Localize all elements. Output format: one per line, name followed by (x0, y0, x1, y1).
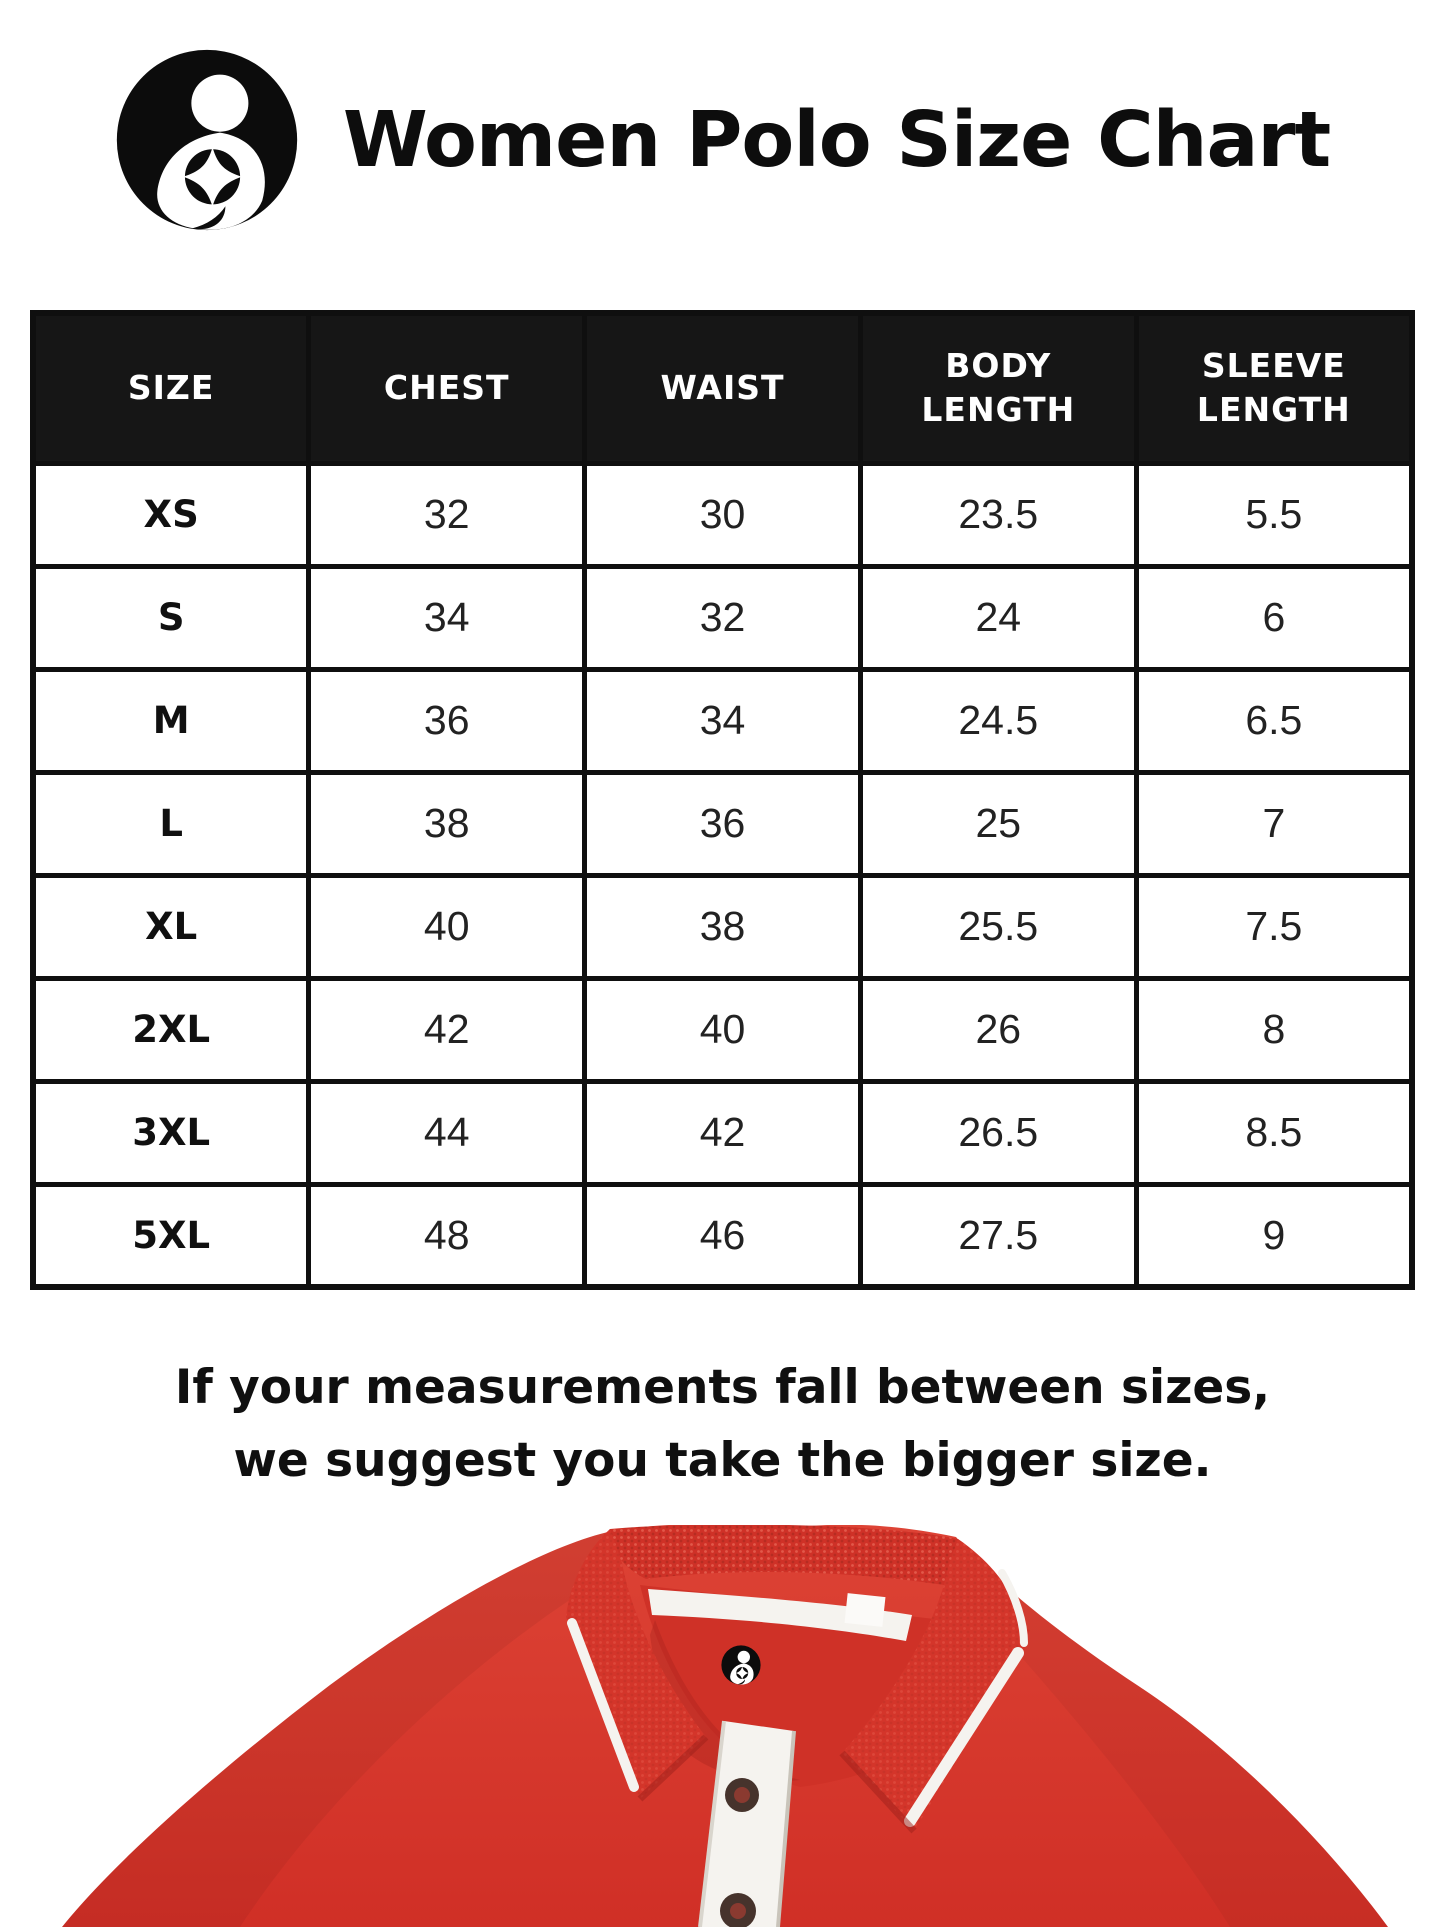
size-label: 3XL (33, 1081, 309, 1184)
chest-value: 38 (309, 772, 585, 875)
sleeve-length-value: 7 (1136, 772, 1412, 875)
size-label: L (33, 772, 309, 875)
body-length-value: 23.5 (860, 463, 1136, 566)
waist-value: 32 (585, 566, 861, 669)
sizing-note-line-2: we suggest you take the bigger size. (233, 1432, 1212, 1488)
waist-value: 42 (585, 1081, 861, 1184)
waist-value: 40 (585, 978, 861, 1081)
collar-brand-logo-icon (721, 1645, 760, 1684)
waist-value: 36 (585, 772, 861, 875)
sleeve-length-value: 8.5 (1136, 1081, 1412, 1184)
chest-value: 34 (309, 566, 585, 669)
chest-value: 32 (309, 463, 585, 566)
waist-value: 30 (585, 463, 861, 566)
body-length-value: 25 (860, 772, 1136, 875)
polo-size-tag (845, 1593, 886, 1627)
table-row (33, 1081, 1412, 1184)
chest-value: 40 (309, 875, 585, 978)
body-length-value: 27.5 (860, 1184, 1136, 1287)
brand-mother-child-icon (115, 44, 299, 236)
page-title: Women Polo Size Chart (342, 95, 1331, 185)
table-body (33, 463, 1412, 1287)
table-header (33, 313, 1412, 463)
sizing-note-line-1: If your measurements fall between sizes, (174, 1360, 1271, 1415)
sleeve-length-value: 6 (1136, 566, 1412, 669)
size-label: XL (33, 875, 309, 978)
waist-value: 38 (585, 875, 861, 978)
body-length-value: 26 (860, 978, 1136, 1081)
table-row (33, 772, 1412, 875)
waist-value: 46 (585, 1184, 861, 1287)
waist-value: 34 (585, 669, 861, 772)
size-chart-table (30, 310, 1415, 1290)
size-label: 2XL (33, 978, 309, 1081)
column-header-chest: CHEST (309, 313, 585, 463)
polo-button-top (725, 1778, 759, 1812)
table-row (33, 1184, 1412, 1287)
column-header-waist: WAIST (585, 313, 861, 463)
chest-value: 44 (309, 1081, 585, 1184)
body-length-value: 24 (860, 566, 1136, 669)
table-row (33, 463, 1412, 566)
size-label: M (33, 669, 309, 772)
table-row (33, 978, 1412, 1081)
size-label: 5XL (33, 1184, 309, 1287)
size-chart-table-wrap (30, 310, 1415, 1290)
table-row (33, 875, 1412, 978)
polo-shirt-image (0, 1525, 1445, 1927)
column-header-sleeve-length: SLEEVE LENGTH (1136, 313, 1412, 463)
chest-value: 42 (309, 978, 585, 1081)
sleeve-length-value: 6.5 (1136, 669, 1412, 772)
sleeve-length-value: 5.5 (1136, 463, 1412, 566)
sleeve-length-value: 9 (1136, 1184, 1412, 1287)
size-label: S (33, 566, 309, 669)
size-label: XS (33, 463, 309, 566)
sleeve-length-value: 8 (1136, 978, 1412, 1081)
body-length-value: 26.5 (860, 1081, 1136, 1184)
table-row (33, 669, 1412, 772)
chest-value: 48 (309, 1184, 585, 1287)
chest-value: 36 (309, 669, 585, 772)
body-length-value: 25.5 (860, 875, 1136, 978)
table-header-row (33, 313, 1412, 463)
sleeve-length-value: 7.5 (1136, 875, 1412, 978)
table-row (33, 566, 1412, 669)
brand-header (0, 0, 1445, 236)
sizing-note (0, 1352, 1445, 1498)
body-length-value: 24.5 (860, 669, 1136, 772)
column-header-body-length: BODY LENGTH (860, 313, 1136, 463)
column-header-size: SIZE (33, 313, 309, 463)
